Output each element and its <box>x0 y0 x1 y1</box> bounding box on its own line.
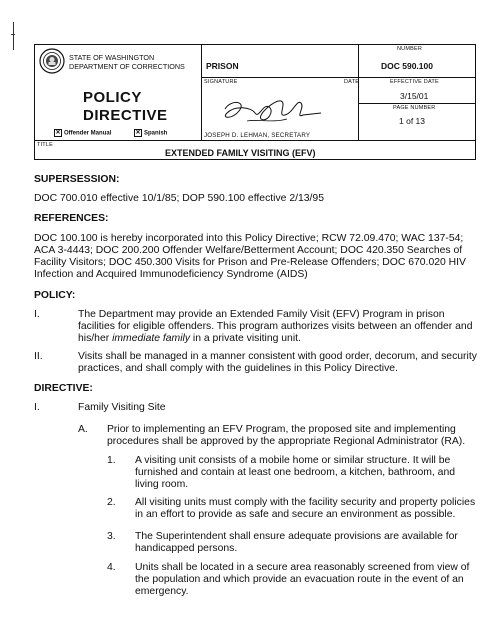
policy-1-line: The Department may provide an Extended Family Visit (EFV) Program in prison <box>78 309 445 320</box>
directive-a-line: Prior to implementing an EFV Program, the proposed site and implementing <box>107 424 456 435</box>
signer-name: JOSEPH D. LEHMAN, SECRETARY <box>204 132 311 139</box>
margin-mark <box>13 22 14 50</box>
policy-1-number: I. <box>34 309 40 320</box>
references-line: DOC 100.100 is hereby incorporated into this Policy Directive; RCW 72.09.470; WAC 137-54; <box>34 233 464 244</box>
title-value: EXTENDED FAMILY VISITING (EFV) <box>165 148 316 158</box>
item-2-line: in an effort to provide as safe and secure an environment as possible. <box>135 509 456 520</box>
item-4-line: emergency. <box>135 586 189 597</box>
policy-2-line: Visits shall be managed in a manner consistent with good order, decorum, and security <box>78 351 477 362</box>
references-line: Infection and Acquired Immunodeficiency Syndrome (AIDS) <box>34 269 308 280</box>
references-line: ACA 3-4443; DOC 200.200 Offender Welfare/Betterment Account; DOC 420.350 Searches of <box>34 245 463 256</box>
category: PRISON <box>206 61 239 71</box>
directive-a-line: procedures shall be approved by the appropriate Regional Administrator (RA). <box>107 436 466 447</box>
item-4-line: Units shall be located in a secure area reasonably screened from view of <box>135 562 470 573</box>
references-line: Facility Visitors; DOC 450.300 Visits for Prison and Pre-Release Offenders; DOC 670.020 HIV <box>34 257 466 268</box>
effective-date-value: 3/15/01 <box>400 91 429 101</box>
state-seal-icon <box>39 48 65 74</box>
checkbox-icon: ✕ <box>55 130 61 136</box>
option-offender-manual: ✕ Offender Manual <box>55 130 112 137</box>
item-2-line: All visiting units must comply with the facility security and property policies <box>135 497 476 508</box>
doc-type-line1: POLICY <box>83 89 142 106</box>
defined-term: immediate family <box>112 333 191 344</box>
policy-1-line: facilities for eligible offenders. This program authorizes visits between an offender and <box>78 321 473 332</box>
effective-date-label: EFFECTIVE DATE <box>390 79 439 85</box>
item-1-line: living room. <box>135 479 189 490</box>
page-number-label: PAGE NUMBER <box>393 105 436 111</box>
signature-label: SIGNATURE <box>204 79 238 85</box>
item-1-line: furnished and contain at least one bedroom, a kitchen, bathroom, and <box>135 467 456 478</box>
page-number-value: 1 of 13 <box>399 116 425 126</box>
item-1-number: 1. <box>107 455 116 466</box>
item-4-number: 4. <box>107 562 116 573</box>
checkbox-icon: ✕ <box>135 130 141 136</box>
date-label: DATE <box>344 79 360 85</box>
policy-heading: POLICY: <box>34 290 76 301</box>
option-spanish: ✕ Spanish <box>135 130 168 137</box>
policy-1-line: his/her immediate family in a private visiting unit. <box>78 333 301 344</box>
item-3-line: handicapped persons. <box>135 543 238 554</box>
number-value: DOC 590.100 <box>381 61 433 71</box>
header-box <box>34 44 476 160</box>
directive-a-number: A. <box>78 424 88 435</box>
item-2-number: 2. <box>107 497 116 508</box>
item-3-number: 3. <box>107 531 116 542</box>
directive-heading: DIRECTIVE: <box>34 383 93 394</box>
directive-1-title: Family Visiting Site <box>78 402 166 413</box>
doc-type-line2: DIRECTIVE <box>83 107 168 124</box>
title-label: TITLE <box>37 142 53 148</box>
agency-line2: DEPARTMENT OF CORRECTIONS <box>69 62 185 71</box>
policy-2-line: practices, and shall comply with the guidelines in this Policy Directive. <box>78 363 398 374</box>
policy-2-number: II. <box>34 351 43 362</box>
agency-line1: STATE OF WASHINGTON <box>69 53 155 62</box>
item-4-line: the population and which provide an evacuation route in the event of an <box>135 574 464 585</box>
references-heading: REFERENCES: <box>34 213 109 224</box>
item-1-line: A visiting unit consists of a mobile home or similar structure. It will be <box>135 455 451 466</box>
margin-mark-dot <box>11 34 15 35</box>
directive-1-number: I. <box>34 402 40 413</box>
item-3-line: The Superintendent shall ensure adequate provisions are available for <box>135 531 458 542</box>
supersession-text: DOC 700.010 effective 10/1/85; DOP 590.100 effective 2/13/95 <box>34 193 324 204</box>
signature-image <box>217 89 327 131</box>
number-label: NUMBER <box>397 46 423 52</box>
supersession-heading: SUPERSESSION: <box>34 174 120 185</box>
